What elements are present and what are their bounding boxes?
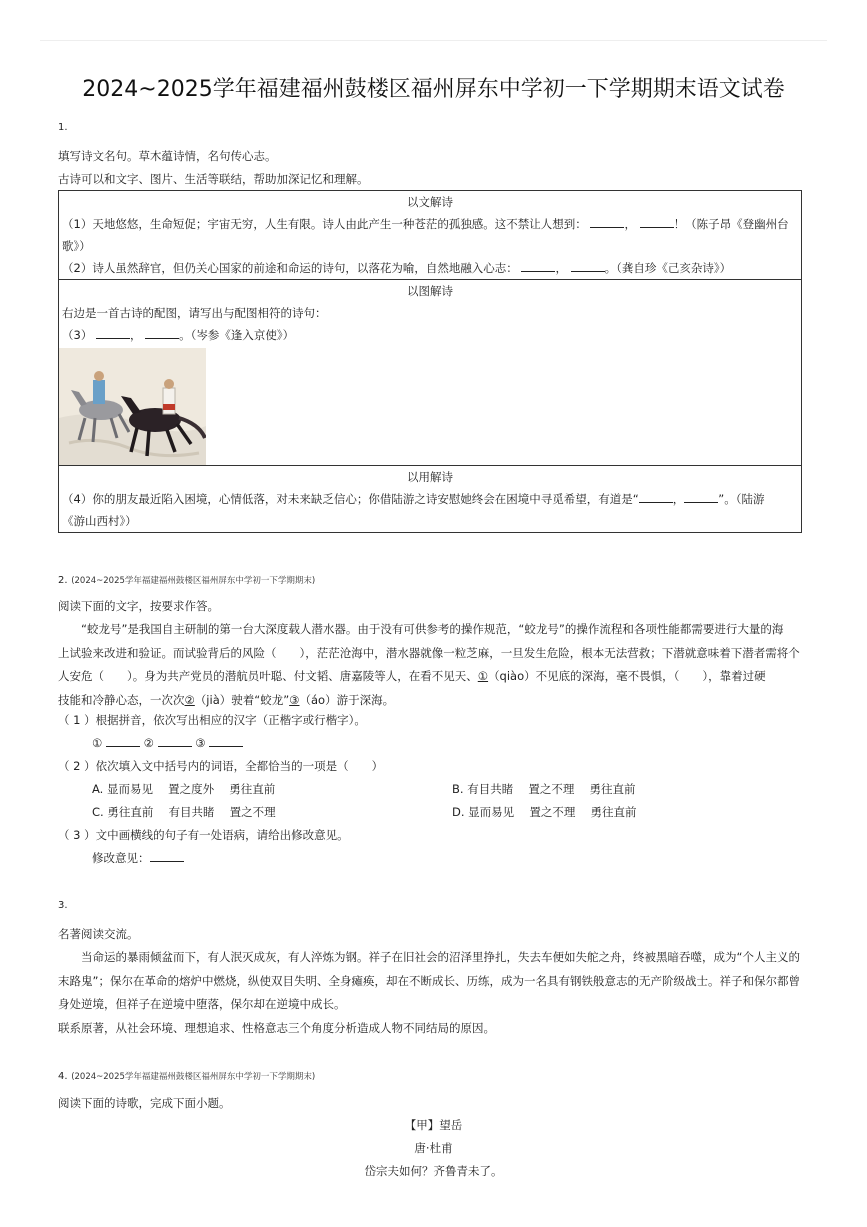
item-4: （4）你的朋友最近陷入困境，心情低落，对未来缺乏信心；你借陆游之诗安慰她终会在困境中寻觅希望，有道是“ ， ”。（陆游: [62, 492, 765, 506]
item-1: （1）天地悠悠，生命短促；宇宙无穷，人生有限。诗人由此产生一种苍茫的孤独感。这不禁让人想到： ， ！（陈子昂《登幽州台: [62, 217, 789, 231]
passage-line: 身处逆境，但祥子在逆境中堕落，保尔却在逆境中成长。: [58, 997, 346, 1011]
poem-title: 【甲】望岳: [404, 1118, 463, 1132]
item-4-cont: 《游山西村》）: [62, 514, 137, 528]
section-image-poem: [59, 280, 802, 466]
section-title-use: 以用解诗: [407, 470, 453, 484]
answer-blank[interactable]: [521, 259, 555, 272]
question-2-header: [58, 572, 315, 586]
answer-blank[interactable]: [158, 734, 192, 747]
pinyin-blank-2: ②: [184, 692, 195, 707]
question-1-intro-2: 古诗可以和文字、图片、生活等联结，帮助加深记忆和理解。: [58, 172, 369, 186]
question-2-number: 2.: [58, 575, 68, 586]
poem-line: 岱宗夫如何？齐鲁青未了。: [364, 1164, 503, 1178]
question-2-source: (2024~2025学年福建福州鼓楼区福州屏东中学初一下学期期末): [71, 576, 316, 586]
passage-line: 人安危（ ）。身为共产党员的潜航员叶聪、付文韬、唐嘉陵等人，在看不见天、①（qiào）不见底的深海，毫不畏惧，（ ），靠着过硬: [58, 669, 766, 683]
sub-question-2: （ 2 ）依次填入文中括号内的词语，全都恰当的一项是（ ）: [58, 759, 384, 773]
passage-line: 上试验来改进和验证。而试验背后的风险（ ），茫茫沧海中，潜水器就像一粒芝麻，一旦发生危险，根本无法营救；下潜就意味着下潜者需将个: [58, 645, 800, 660]
question-4-prompt: 阅读下面的诗歌，完成下面小题。: [58, 1096, 231, 1110]
item-2: （2）诗人虽然辞官，但仍关心国家的前途和命运的诗句，以落花为喻，自然地融入心志： ， 。（龚自珍《己亥杂诗》）: [62, 261, 732, 275]
answer-blank[interactable]: [571, 259, 605, 272]
answer-blank[interactable]: [150, 849, 184, 862]
question-4-header: [58, 1068, 315, 1082]
option-c[interactable]: C. 勇往直前 有目共睹 置之不理: [92, 805, 276, 819]
option-b[interactable]: B. 有目共睹 置之不理 勇往直前: [452, 782, 636, 796]
item-1-cont: 歌》）: [62, 239, 91, 253]
answer-blank[interactable]: [640, 215, 674, 228]
option-d[interactable]: D. 显而易见 置之不理 勇往直前: [452, 805, 637, 819]
passage-line: “蛟龙号”是我国自主研制的第一台大深度载人潜水器。由于没有可供参考的操作规范，“蛟龙号”的操作流程和各项性能都需要进行大量的海: [81, 622, 784, 636]
pinyin-blank-3: ③: [289, 692, 300, 707]
pinyin-blank-1: ①: [477, 669, 489, 683]
answer-blank[interactable]: [209, 734, 243, 747]
section-use-poem: [59, 466, 802, 533]
answer-blank[interactable]: [590, 215, 624, 228]
answer-blank[interactable]: [96, 326, 130, 339]
question-4-source: (2024~2025学年福建福州鼓楼区福州屏东中学初一下学期期末): [71, 1072, 316, 1082]
question-3-prompt: 名著阅读交流。: [58, 927, 139, 941]
horse-riders-painting: [59, 348, 206, 465]
question-3-passage: [58, 946, 813, 1040]
option-a[interactable]: A. 显而易见 置之度外 勇往直前: [92, 782, 276, 796]
poem-table: [58, 190, 802, 533]
section-title-text: 以文解诗: [407, 195, 453, 209]
sub-question-3: （ 3 ）文中画横线的句子有一处语病，请给出修改意见。: [58, 828, 349, 842]
top-divider: [40, 40, 827, 41]
answer-blank[interactable]: [639, 490, 673, 503]
sub-question-1: （ 1 ）根据拼音，依次写出相应的汉字（正楷字或行楷字）。: [58, 713, 366, 727]
answer-blank[interactable]: [145, 326, 179, 339]
question-3-number: 3.: [58, 900, 68, 911]
question-4-number: 4.: [58, 1071, 68, 1082]
passage-line: 末路鬼”；保尔在革命的熔炉中燃烧，纵使双目失明、全身瘫痪，却在不断成长、历练，成为一名具有钢铁般意志的无产阶级战士。祥子和保尔都曾: [58, 973, 800, 988]
question-1-number: 1.: [58, 122, 68, 133]
answer-blank[interactable]: [106, 734, 140, 747]
image-instruction: 右边是一首古诗的配图，请写出与配图相符的诗句：: [62, 306, 327, 320]
passage-line: 技能和冷静心态，一次次②（jià）驶着“蛟龙”③（áo）游于深海。: [58, 692, 395, 707]
question-1-intro: 填写诗文名句。草木蕴诗情，名句传心志。: [58, 149, 277, 163]
passage-line: 当命运的暴雨倾盆而下，有人泯灭成灰，有人淬炼为钢。祥子在旧社会的沼泽里挣扎，失去车便如失舵之舟，终被黑暗吞噬，成为“个人主义的: [81, 950, 800, 964]
item-3: （3） ， 。（岑参《逢入京使》）: [62, 328, 295, 342]
poem-author: 唐·杜甫: [414, 1141, 453, 1155]
sub-question-1-answers: ① ② ③: [92, 734, 243, 752]
sub-question-3-answer: 修改意见：: [92, 849, 184, 867]
section-text-poem: [59, 191, 802, 280]
question-2-passage: [58, 618, 813, 712]
question-2-prompt: 阅读下面的文字，按要求作答。: [58, 599, 219, 613]
answer-blank[interactable]: [684, 490, 718, 503]
painting-image: [59, 348, 206, 465]
passage-task: 联系原著，从社会环境、理想追求、性格意志三个角度分析造成人物不同结局的原因。: [58, 1020, 495, 1035]
section-title-image: 以图解诗: [407, 284, 453, 298]
page-title: 2024~2025学年福建福州鼓楼区福州屏东中学初一下学期期末语文试卷: [82, 77, 785, 102]
